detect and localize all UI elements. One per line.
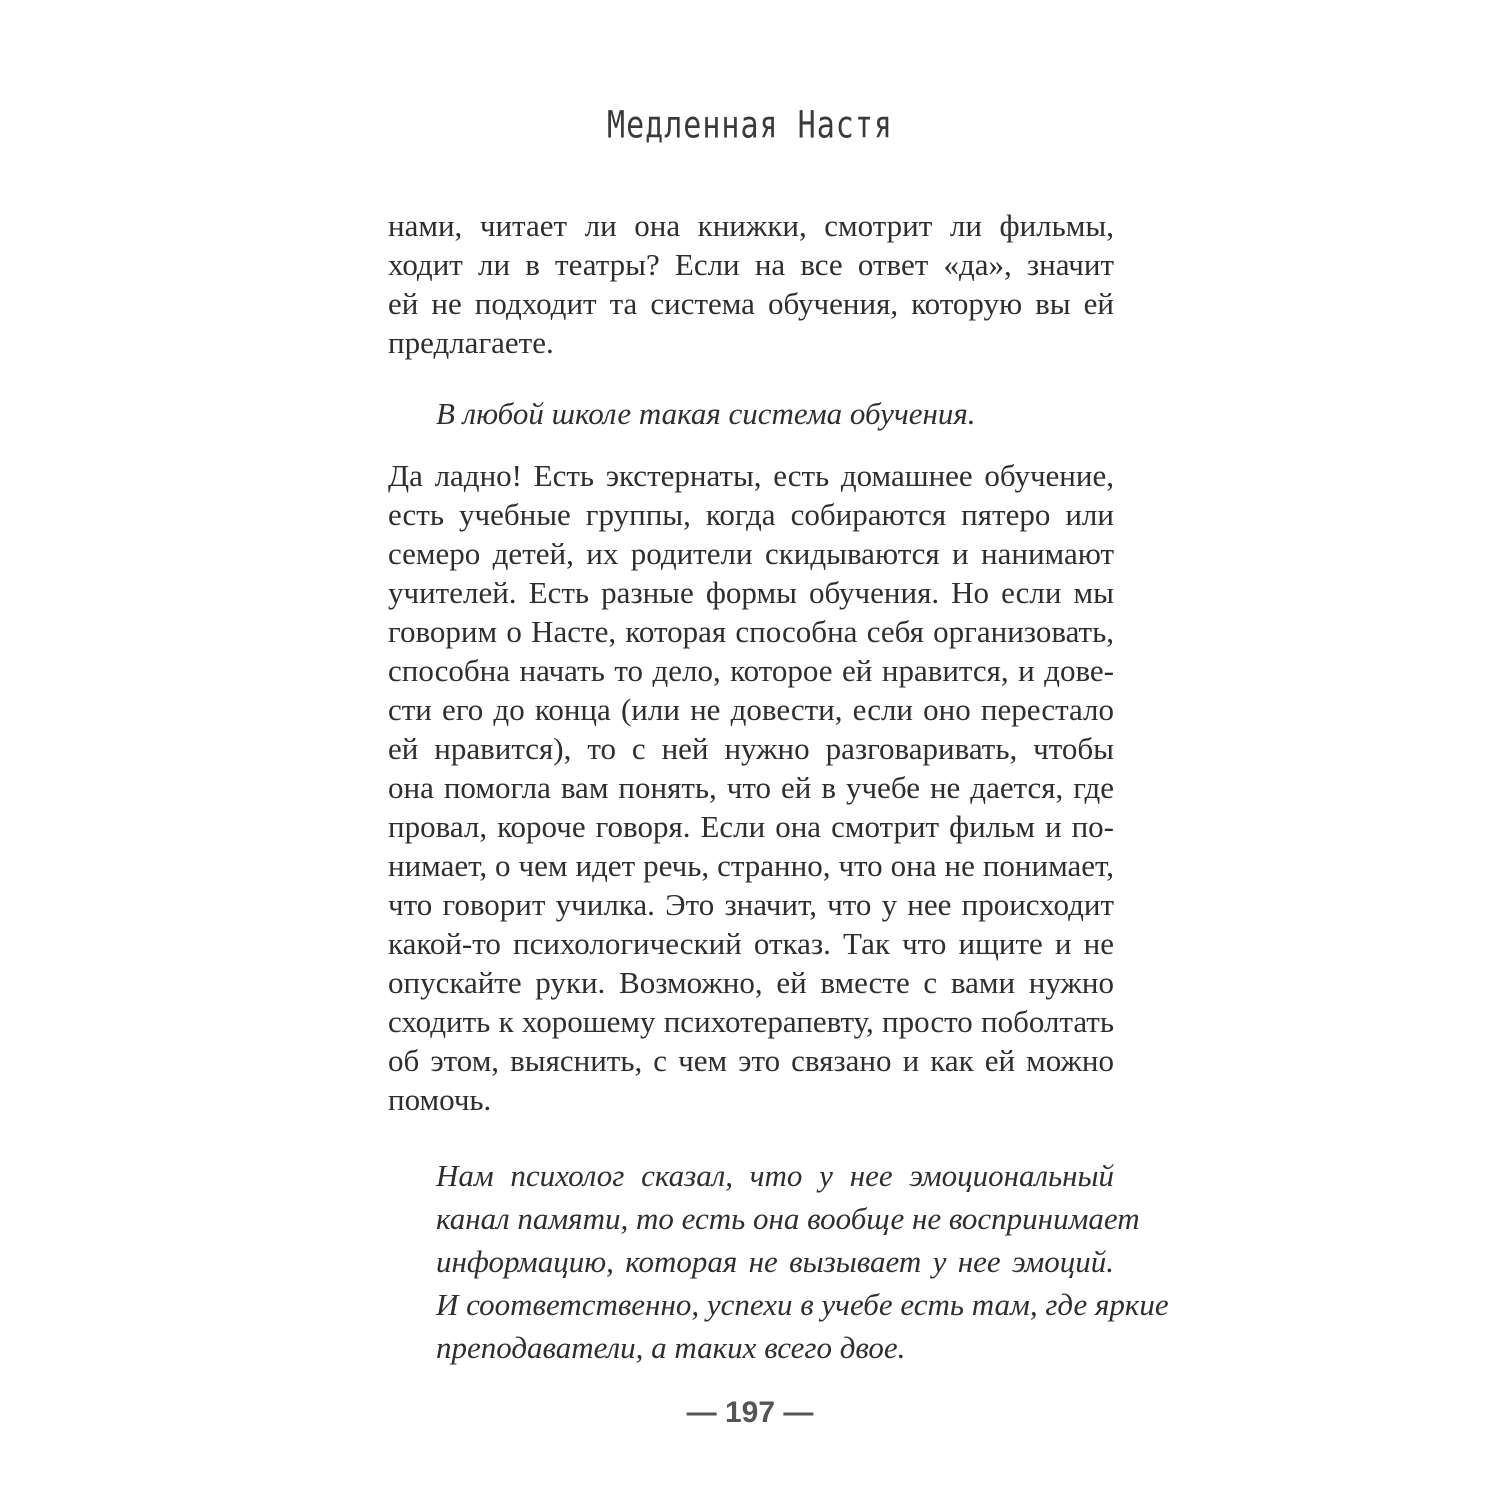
paragraph-line: предлагаете. (388, 325, 554, 360)
paragraph-line: способна начать то дело, которое ей нравится, и дове- (388, 653, 1114, 688)
paragraph-line: помочь. (388, 1082, 492, 1117)
paragraph-line: опускайте руки. Возможно, ей вместе с вами нужно (388, 965, 1114, 1000)
paragraph-2 (388, 456, 1114, 1119)
page-number: — 197 — (686, 1396, 814, 1429)
question-line: Нам психолог сказал, что у нее эмоциональный (436, 1158, 1114, 1193)
question-line: преподаватели, а таких всего двое. (436, 1330, 906, 1365)
question-2 (436, 1154, 1169, 1369)
paragraph-line: какой-то психологический отказ. Так что ищите и не (388, 926, 1114, 961)
paragraph-line: нимает, о чем идет речь, странно, что она не понимает, (388, 848, 1114, 883)
paragraph-line: ходит ли в театры? Если на все ответ «да», значит (388, 247, 1114, 282)
paragraph-line: она помогла вам понять, что ей в учебе не дается, где (388, 770, 1114, 805)
paragraph-line: что говорит училка. Это значит, что у нее происходит (388, 887, 1114, 922)
paragraph-line: Да ладно! Есть экстернаты, есть домашнее обучение, (388, 458, 1114, 493)
paragraph-line: учителей. Есть разные формы обучения. Но если мы (388, 575, 1114, 610)
paragraph-line: провал, короче говоря. Если она смотрит фильм и по- (388, 809, 1114, 844)
running-head: Медленная Настя (607, 103, 893, 148)
question-1: В любой школе такая система обучения. (436, 396, 976, 431)
paragraph-line: нами, читает ли она книжки, смотрит ли фильмы, (388, 208, 1114, 243)
paragraph-line: есть учебные группы, когда собираются пятеро или (388, 497, 1114, 532)
paragraph-line: сходить к хорошему психотерапевту, просто поболтать (388, 1004, 1114, 1039)
paragraph-line: говорим о Насте, которая способна себя организовать, (388, 614, 1114, 649)
paragraph-line: семеро детей, их родители скидываются и нанимают (388, 536, 1114, 571)
paragraph-line: ей нравится), то с ней нужно разговаривать, чтобы (388, 731, 1114, 766)
question-line: канал памяти, то есть она вообще не воспринимает (436, 1201, 1140, 1236)
paragraph-line: ей не подходит та система обучения, которую вы ей (388, 286, 1114, 321)
paragraph-line: об этом, выяснить, с чем это связано и как ей можно (388, 1043, 1114, 1078)
question-line: И соответственно, успехи в учебе есть там, где яркие (436, 1287, 1169, 1322)
question-line: информацию, которая не вызывает у нее эмоций. (436, 1244, 1114, 1279)
paragraph-1 (388, 206, 1114, 362)
paragraph-line: сти его до конца (или не довести, если оно перестало (388, 692, 1114, 727)
